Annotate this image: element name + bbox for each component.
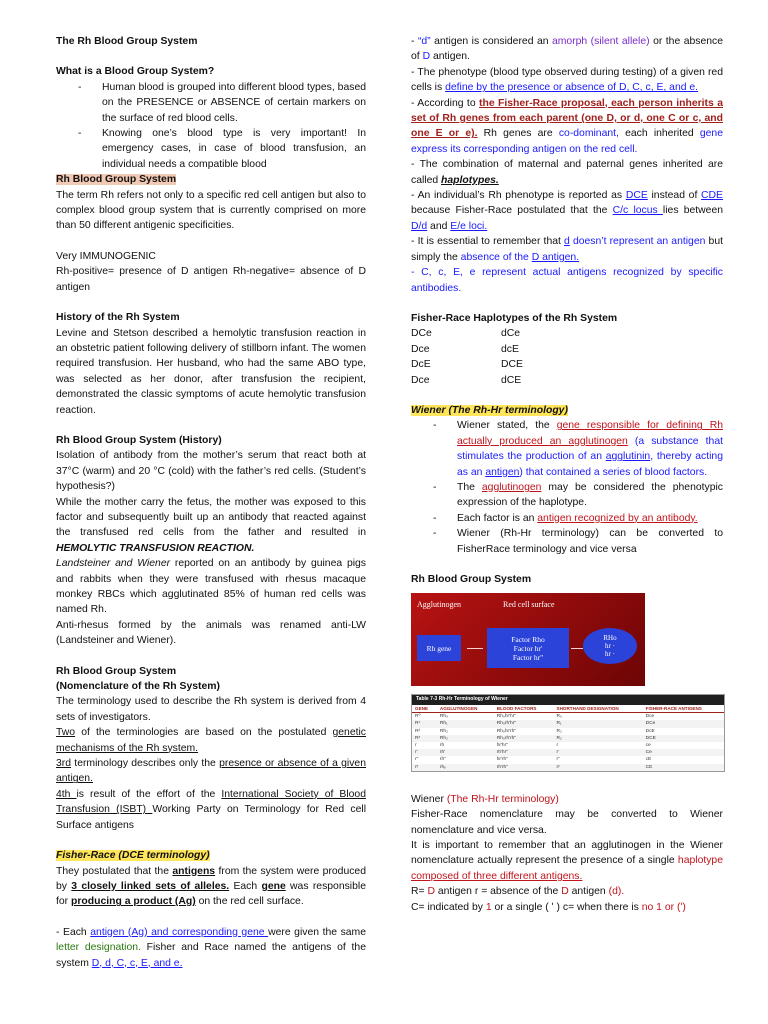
paragraph: It is important to remember that an agglutinogen in the Wiener nomenclature actually represent the presence of a single haplotype composed of three different antigens. bbox=[411, 840, 723, 882]
antigen-oval: RHo hr · hr · bbox=[583, 628, 637, 664]
highlighted-heading: Wiener (The Rh-Hr terminology) bbox=[411, 404, 568, 416]
haplotype-list bbox=[411, 326, 723, 388]
haplotype: dCe bbox=[501, 328, 521, 340]
table-row: r' rh' rh'hr" r' Ce bbox=[412, 749, 724, 756]
rh-agglutinogen-diagram bbox=[411, 593, 645, 686]
paragraph: - Each antigen (Ag) and corresponding gene were given the same letter designation. Fisher and Race named the antigens of the system D, d, C, c, E, and e. bbox=[56, 926, 366, 969]
highlighted-heading: Fisher-Race (DCE terminology) bbox=[56, 850, 210, 862]
diagram-label: Red cell surface bbox=[503, 600, 555, 610]
paragraph: Isolation of antibody from the mother’s serum that react both at 37°C (warm) and 20 °C (cold) with the father’s red cells. (Student’s hypothesis?) bbox=[56, 450, 366, 493]
arrow-icon bbox=[571, 648, 583, 649]
arrow-icon bbox=[467, 648, 483, 649]
list-item: - Knowing one’s blood type is very important! In emergency cases, in case of blood transfusion, an individual needs a compatible blood bbox=[56, 126, 366, 172]
column-header: GENE bbox=[412, 705, 437, 713]
paragraph: They postulated that the antigens from the system were produced by 3 closely linked sets of alleles. Each gene was responsible for producing a product (Ag) on the red cell surface. bbox=[56, 865, 366, 908]
haplotype: Dce bbox=[411, 374, 430, 386]
table-row: r" rh" hr'rh" r" cE bbox=[415, 757, 652, 763]
paragraph: 4th is result of the effort of the International Society of Blood Transfusion (ISBT) Working Party on Terminology for Red cell Surface antigens bbox=[56, 788, 366, 831]
haplotype: dcE bbox=[501, 343, 519, 355]
haplotype: DCe bbox=[411, 328, 432, 340]
section-title: Rh Blood Group System bbox=[56, 665, 177, 677]
paragraph: Two of the terminologies are based on the postulated genetic mechanisms of the Rh system. bbox=[56, 727, 366, 754]
haplotype: DcE bbox=[411, 359, 431, 371]
paragraph: Very IMMUNOGENIC bbox=[56, 250, 156, 262]
paragraph: - The combination of maternal and paternal genes inherited are called haplotypes. bbox=[411, 159, 723, 186]
paragraph: Anti-rhesus formed by the animals was renamed anti-LW (Landsteiner and Wiener). bbox=[56, 619, 366, 647]
bullet-list bbox=[56, 80, 366, 172]
paragraph: Rh-positive= presence of D antigen Rh-negative= absence of D antigen bbox=[56, 266, 366, 293]
doc-title: The Rh Blood Group System bbox=[56, 36, 198, 47]
table-row: rʸ rhᵧ rh'rh" rʸ CE bbox=[412, 764, 724, 771]
section-title: What is a Blood Group System? bbox=[56, 66, 215, 78]
paragraph: - C, c, E, e represent actual antigens recognized by specific antibodies. bbox=[411, 267, 723, 294]
paragraph: Fisher-Race nomenclature may be converted to Wiener nomenclature and vice versa. bbox=[411, 809, 723, 836]
paragraph: C= indicated by 1 or a single ( ʹ ) c= when there is no 1 or (ʹ) bbox=[411, 901, 686, 913]
paragraph: - The phenotype (blood type observed during testing) of a given red cells is define by the presence or absence of D, C, c, E, and e. bbox=[411, 66, 723, 94]
paragraph: - “d” antigen is considered an amorph (silent allele) or the absence of D antigen. bbox=[411, 36, 723, 63]
list-item: - The agglutinogen may be considered the phenotypic expression of the haplotype. bbox=[411, 480, 723, 511]
column-header: SHORTHAND DESIGNATION bbox=[554, 705, 643, 713]
table-row: Rᶻ Rh₂ Rh₀rh'rh" R₂ DCE bbox=[412, 735, 724, 742]
paragraph: Levine and Stetson described a hemolytic transfusion reaction in an obstetric patient following delivery of stillborn infant. The women required transfusion. Her husband, who had the same ABO type, was selected as her donor, after transfusion the recipient, demonstrated the classic symptoms of acute hemolytic transfusion reaction. bbox=[56, 327, 366, 416]
column-header: BLOOD FACTORS bbox=[494, 705, 554, 713]
column-header: FISHER-RACE ANTIGENS bbox=[643, 705, 724, 713]
haplotype: dCE bbox=[501, 374, 522, 386]
table-row: R² Rh₂ Rh₀hr'rh" R₂ DcE bbox=[415, 728, 655, 734]
table-row: R⁰ Rh₀ Rh₀hr'hr" R₀ Dce bbox=[415, 714, 655, 720]
haplotype: DCE bbox=[501, 359, 523, 371]
list-item: - Wiener stated, the gene responsible for defining Rh actually produced an agglutinogen (a substance that stimulates the production of an agglutinin, thereby acting as an antigen) that contained a series of blood factors. bbox=[411, 418, 723, 480]
paragraph: R= D antigen r = absence of the D antigen (d). bbox=[411, 886, 625, 898]
list-item: - Each factor is an antigen recognized by an antibody. bbox=[411, 511, 723, 526]
list-item: - Human blood is grouped into different blood types, based on the PRESENCE or ABSENCE of certain markers on the surface of red blood cells. bbox=[56, 80, 366, 126]
list-item: - Wiener (Rh-Hr terminology) can be converted to FisherRace terminology and vice versa bbox=[411, 526, 723, 557]
rh-gene-box: Rh gene bbox=[417, 635, 461, 661]
paragraph: - It is essential to remember that d doesn’t represent an antigen but simply the absence of the D antigen. bbox=[411, 236, 723, 263]
paragraph: Landsteiner and Wiener reported on an antibody by guinea pigs and rabbits when they were transfused with rhesus macaque monkey RBCs which agglutinated 85% of human red cells was named Rh. bbox=[56, 558, 367, 616]
wiener-terminology-table bbox=[411, 694, 725, 771]
bullet-list bbox=[411, 418, 723, 557]
paragraph: - An individual’s Rh phenotype is reported as DCE instead of CDE because Fisher-Race postulated that the C/c locus lies between D/d and E/e loci. bbox=[411, 190, 724, 232]
table-row: r rh hr'hr" r ce bbox=[415, 743, 651, 749]
paragraph: - According to the Fisher-Race proposal, each person inherits a set of Rh genes from each parent (one D, or d, one C or c, and one E or e). Rh genes are co-dominant, each inherited gene express its corresponding antigen on the red cell. bbox=[411, 97, 723, 155]
column-header: AGGLUTINOGEN bbox=[437, 705, 494, 713]
section-title: History of the Rh System bbox=[56, 312, 180, 324]
table-header-row bbox=[412, 705, 724, 713]
paragraph: 3rd terminology describes only the presence or absence of a given antigen. bbox=[56, 758, 366, 785]
factor-box: Factor Rho Factor hr' Factor hr" bbox=[487, 628, 569, 668]
highlighted-heading: Rh Blood Group System bbox=[56, 174, 177, 186]
section-title: Fisher-Race Haplotypes of the Rh System bbox=[411, 312, 618, 324]
section-title: Rh Blood Group System (History) bbox=[56, 434, 222, 446]
section-subtitle: (Nomenclature of the Rh System) bbox=[56, 681, 220, 693]
haplotype: Dce bbox=[411, 343, 430, 355]
paragraph: The terminology used to describe the Rh system is derived from 4 sets of investigators. bbox=[56, 696, 366, 723]
paragraph: The term Rh refers not only to a specific red cell antigen but also to complex blood group system that is currently comprised on more than 50 different antigenic specificities. bbox=[56, 189, 366, 232]
section-title: Rh Blood Group System bbox=[411, 574, 532, 585]
table-caption: Table 7-3 Rh-Hr Terminology of Wiener bbox=[412, 695, 724, 704]
diagram-label: Agglutinogen bbox=[417, 600, 461, 610]
paragraph: While the mother carry the fetus, the mother was exposed to this factor and subsequently built up an antibody that reacted against the transfused red cells from the father and resulted in HEMOLYTIC TRANSFUSION REACTION. bbox=[56, 496, 366, 554]
table-row: R¹ Rh₁ Rh₀rh'hr" R₁ DCe bbox=[412, 720, 724, 727]
right-column bbox=[411, 34, 723, 915]
left-column bbox=[56, 34, 366, 971]
paragraph: Wiener (The Rh-Hr terminology) bbox=[411, 793, 559, 805]
